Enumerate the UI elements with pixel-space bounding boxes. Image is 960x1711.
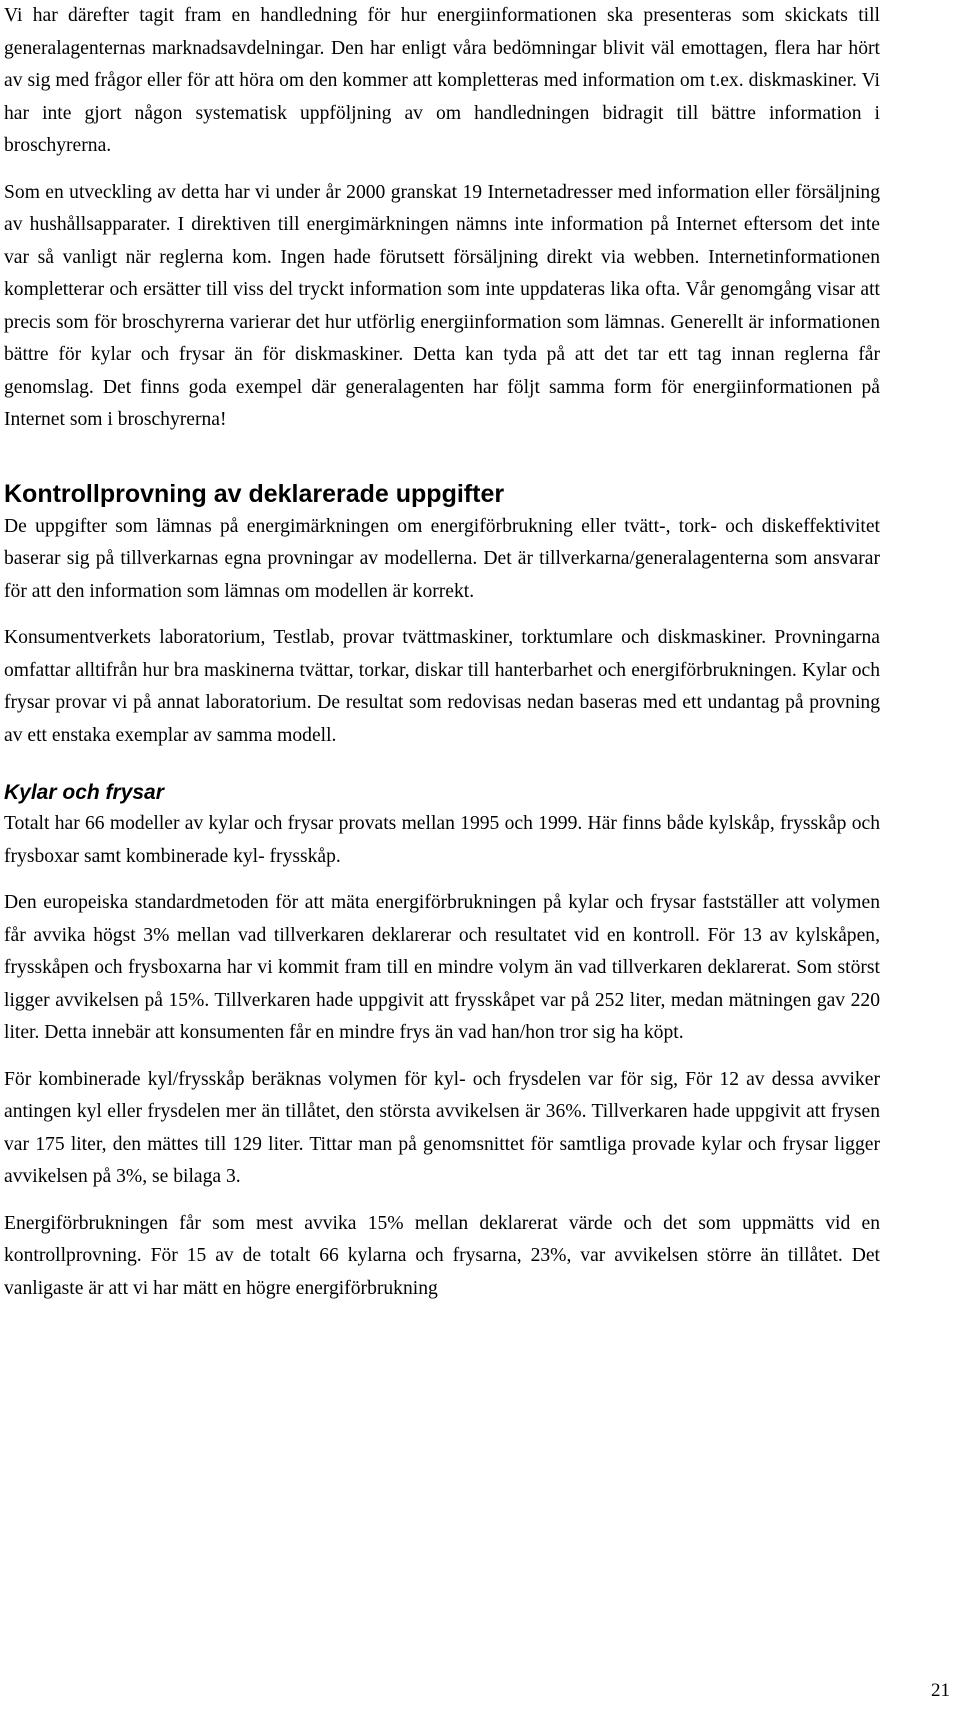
kylar-paragraph-1: Totalt har 66 modeller av kylar och frysar provats mellan 1995 och 1999. Här finns både kylskåp, frysskåp och frysboxar samt kombinerade kyl- frysskåp. — [4, 813, 880, 867]
page-number: 21 — [931, 1680, 950, 1701]
kylar-paragraph-3: För kombinerade kyl/frysskåp beräknas volymen för kyl- och frysdelen var för sig, För 12 av dessa avviker antingen kyl eller frysdelen mer än tillåtet, den största avvikelsen är 36%. Tillverkaren hade uppgivit att frysen var 175 liter, den mättes till 129 liter. Tittar man på genomsnittet för samtliga provade kylar och frysar ligger avvikelsen på 3%, se bilaga 3. — [4, 1068, 880, 1187]
kylar-paragraph-2: Den europeiska standardmetoden för att mäta energiförbrukningen på kylar och frysar fastställer att volymen får avvika högst 3% mellan vad tillverkaren deklarerar och resultatet vid en kontroll. För 13 av kylskåpen, frysskåpen och frysboxarna har vi kommit fram till en mindre volym än vad tillverkaren deklarerat. Som störst ligger avvikelsen på 15%. Tillverkaren hade uppgivit att frysskåpet var på 252 liter, medan mätningen gav 220 liter. Detta innebär att konsumenten får en mindre frys än vad han/hon tror sig ha köpt. — [4, 892, 880, 1043]
section-heading-kylar-och-frysar: Kylar och frysar — [4, 781, 164, 804]
intro-paragraph-2: Som en utveckling av detta har vi under år 2000 granskat 19 Internetadresser med information eller försäljning av hushållsapparater. I direktiven till energimärkningen nämns inte information på Internet eftersom det inte var så vanligt när reglerna kom. Ingen hade förutsett försäljning direkt via webben. Internetinformationen kompletterar och ersätter till viss del tryckt information som inte uppdateras lika ofta. Vår genomgång visar att precis som för broschyrerna varierar det hur utförlig energiinformation som lämnas. Generellt är informationen bättre för kylar och frysar än för diskmaskiner. Detta kan tyda på att det tar ett tag innan reglerna får genomslag. Det finns goda exempel där generalagenten har följt samma form för energiinformationen på Internet som i broschyrerna! — [4, 181, 880, 430]
intro-paragraph-1: Vi har därefter tagit fram en handledning för hur energiinformationen ska presenteras som skickats till generalagenternas marknadsavdelningar. Den har enligt våra bedömningar blivit väl emottagen, flera har hört av sig med frågor eller för att höra om den kommer att kompletteras med information om t.ex. diskmaskiner. Vi har inte gjort någon systematisk uppföljning av om handledningen bidragit till bättre information i broschyrerna. — [4, 5, 880, 156]
kontroll-paragraph-2: Konsumentverkets laboratorium, Testlab, provar tvättmaskiner, torktumlare och diskmaskiner. Provningarna omfattar alltifrån hur bra maskinerna tvättar, torkar, diskar till hanterbarhet och energiförbrukningen. Kylar och frysar provar vi på annat laboratorium. De resultat som redovisas nedan baseras med ett undantag på provning av ett enstaka exemplar av samma modell. — [4, 627, 880, 746]
kontroll-paragraph-1: De uppgifter som lämnas på energimärkningen om energiförbrukning eller tvätt-, tork- och diskeffektivitet baserar sig på tillverkarnas egna provningar av modellerna. Det är tillverkarna/generalagenterna som ansvarar för att den information som lämnas om modellen är korrekt. — [4, 515, 880, 602]
kylar-paragraph-4: Energiförbrukningen får som mest avvika 15% mellan deklarerat värde och det som uppmätts vid en kontrollprovning. För 15 av de totalt 66 kylarna och frysarna, 23%, var avvikelsen större än tillåtet. Det vanligaste är att vi har mätt en högre energiförbrukning — [4, 1212, 880, 1299]
section-heading-kontrollprovning: Kontrollprovning av deklarerade uppgifter — [4, 479, 505, 508]
page-body — [4, 0, 880, 1305]
